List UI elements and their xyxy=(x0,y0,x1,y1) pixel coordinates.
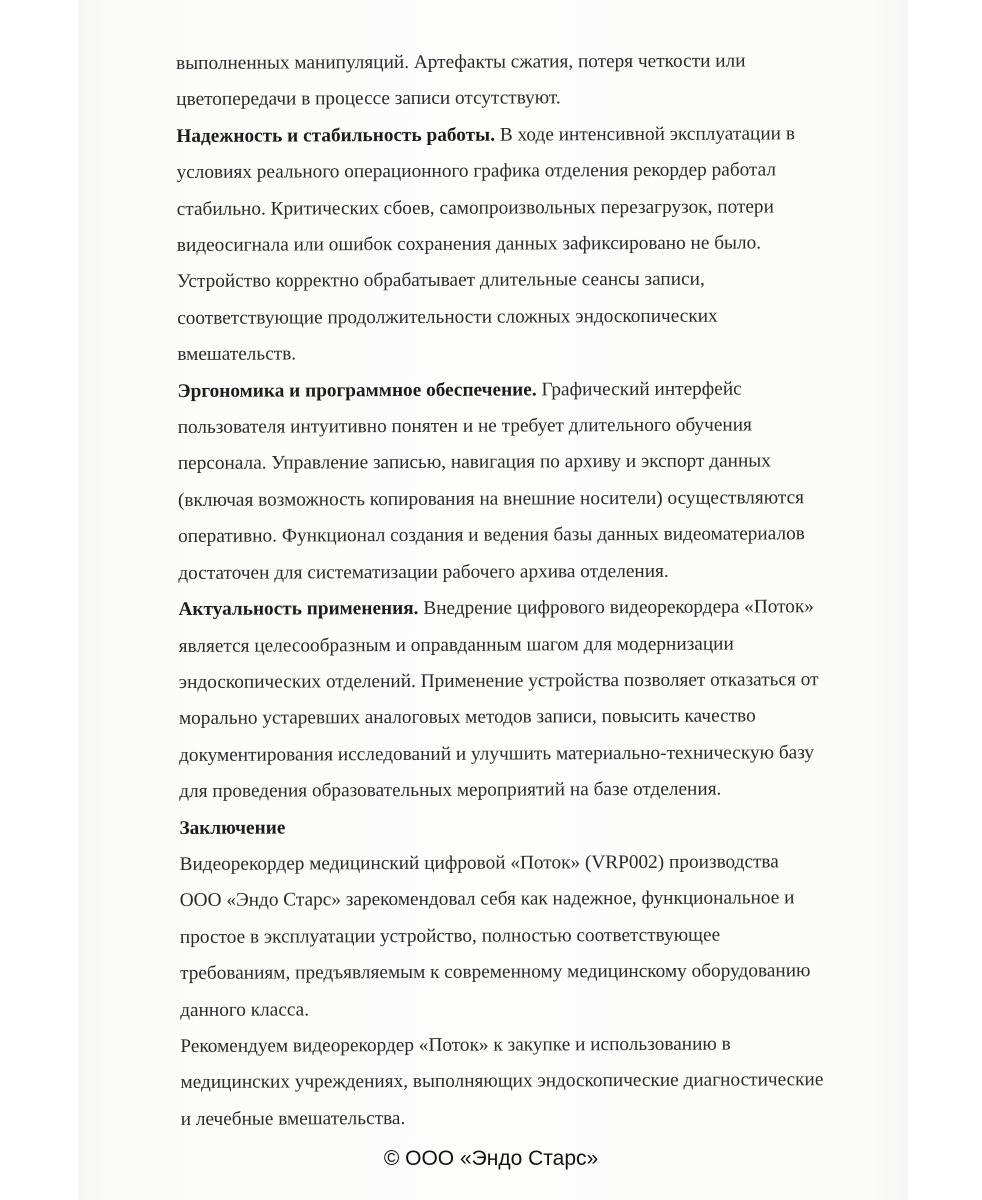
text-line: условиях реального операционного графика отделения рекордер работал xyxy=(176,159,777,184)
text-line: эндоскопических отделений. Применение устройства позволяет отказаться от xyxy=(178,669,819,693)
text-line: Рекомендуем видеорекордер «Поток» к закупке и использованию в xyxy=(180,1033,731,1057)
text-line: вмешательств. xyxy=(177,343,297,366)
reliability-section xyxy=(176,116,867,374)
text-line: видеосигнала или ошибок сохранения данных зафиксировано не было. xyxy=(176,232,762,257)
text-line: простое в эксплуатации устройство, полностью соответствующее xyxy=(179,924,721,948)
reliability-title: Надежность и стабильность работы. xyxy=(176,124,496,147)
text-line: данного класса. xyxy=(180,998,310,1021)
text-line: является целесообразным и оправданным шагом для модернизации xyxy=(178,633,734,657)
text-line: для проведения образовательных мероприятий на базе отделения. xyxy=(179,778,722,803)
conclusion-section xyxy=(179,808,870,1029)
intro-paragraph xyxy=(176,43,866,119)
text-line: Видеорекордер медицинский цифровой «Поток» (VRP002) производства xyxy=(179,851,779,875)
copyright-footer: © ООО «Эндо Старс» xyxy=(383,1147,599,1170)
conclusion-heading: Заключение xyxy=(179,817,286,839)
reliability-first-line xyxy=(176,116,866,155)
document-body xyxy=(176,43,871,1138)
ergonomics-first-line xyxy=(177,371,867,410)
text-line: оперативно. Функционал создания и ведения базы данных видеоматериалов xyxy=(178,523,805,548)
relevance-first-line xyxy=(178,589,868,628)
text-line: стабильно. Критических сбоев, самопроизвольных перезагрузок, потери xyxy=(176,196,774,220)
ergonomics-first-line-text: Графический интерфейс xyxy=(536,378,742,401)
relevance-title: Актуальность применения. xyxy=(178,598,419,621)
text-line: достаточен для систематизации рабочего архива отделения. xyxy=(178,560,669,584)
text-line: документирования исследований и улучшить материально-техническую базу xyxy=(179,741,815,766)
text-line: (включая возможность копирования на внешние носители) осуществляются xyxy=(177,487,805,511)
text-line: Устройство корректно обрабатывает длительные сеансы записи, xyxy=(176,269,705,293)
text-line: ООО «Эндо Старс» зарекомендовал себя как надежное, функциональное и xyxy=(179,887,795,912)
text-line: медицинских учреждениях, выполняющих эндоскопические диагностические xyxy=(180,1069,824,1094)
reliability-first-line-text: В ходе интенсивной эксплуатации в xyxy=(494,123,795,146)
ergonomics-title: Эргономика и программное обеспечение. xyxy=(177,379,537,402)
ergonomics-section xyxy=(177,371,868,592)
text-line: цветопередачи в процессе записи отсутствуют. xyxy=(176,87,561,111)
relevance-section xyxy=(178,589,869,810)
text-line: персонала. Управление записью, навигация по архиву и экспорт данных xyxy=(177,450,771,475)
text-line: соответствующие продолжительности сложных эндоскопических xyxy=(177,305,718,329)
text-line: требованиям, предъявляемым к современному медицинскому оборудованию xyxy=(180,960,811,985)
text-line: и лечебные вмешательства. xyxy=(180,1107,406,1130)
text-line: морально устаревших аналоговых методов записи, повысить качество xyxy=(178,705,756,730)
relevance-first-line-text: Внедрение цифрового видеорекордера «Поток» xyxy=(418,596,814,620)
recommendation-paragraph xyxy=(180,1026,870,1138)
text-line: пользователя интуитивно понятен и не требует длительного обучения xyxy=(177,414,752,439)
text-line: выполненных манипуляций. Артефакты сжатия, потеря четкости или xyxy=(176,50,746,74)
